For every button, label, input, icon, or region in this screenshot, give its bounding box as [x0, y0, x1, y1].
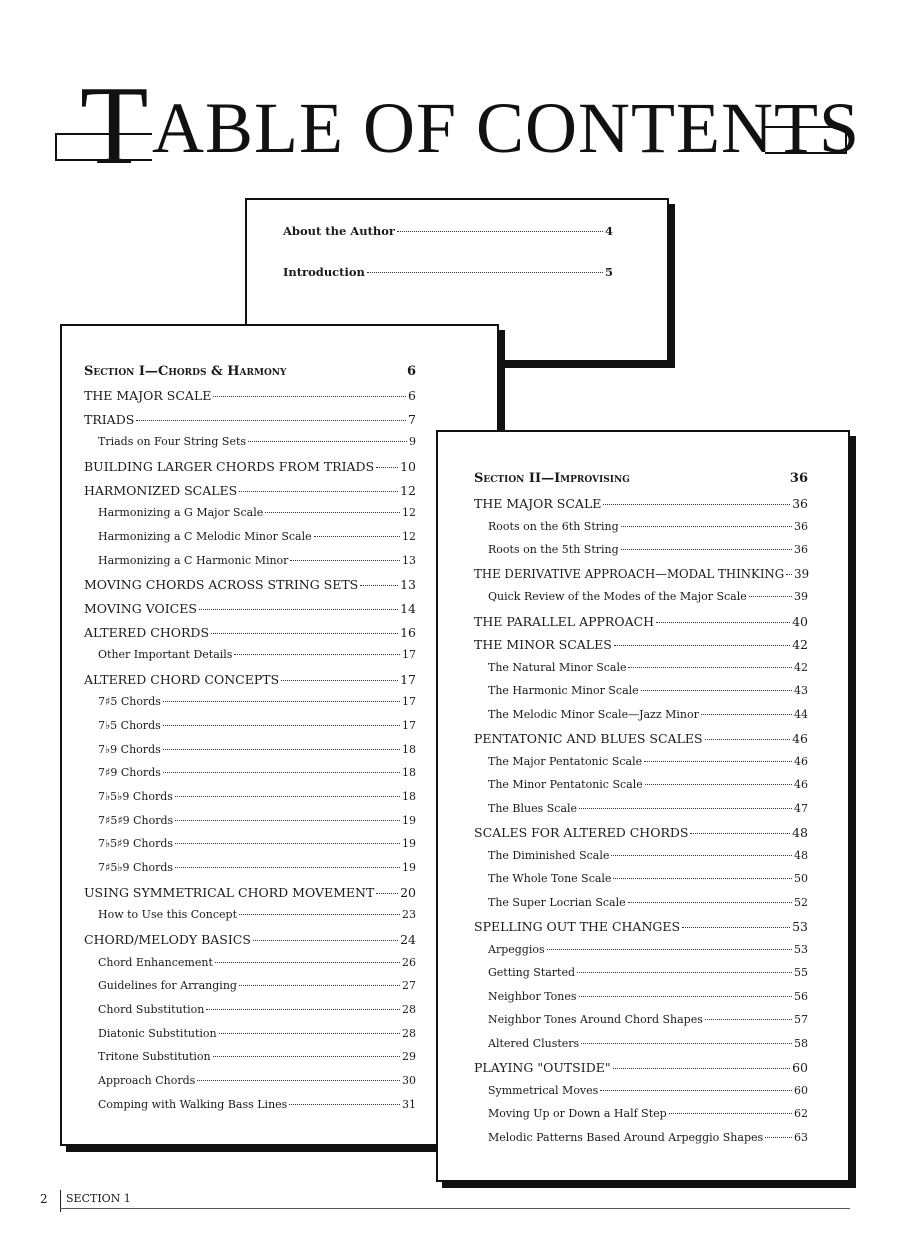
leader-dots [175, 867, 400, 868]
leader-dots [290, 560, 400, 561]
toc-page: 20 [400, 884, 416, 900]
toc-label: THE MAJOR SCALE [474, 496, 602, 511]
leader-dots [641, 690, 792, 691]
leader-dots [705, 739, 791, 740]
toc-page: 46 [794, 778, 808, 791]
toc-label: Harmonizing a C Melodic Minor Scale [98, 529, 312, 543]
toc-label: The Whole Tone Scale [488, 872, 612, 885]
leader-dots [645, 784, 792, 785]
toc-label: SCALES FOR ALTERED CHORDS [474, 825, 689, 840]
toc-label: ALTERED CHORDS [84, 624, 210, 640]
toc-label: 7♭5♭9 Chords [98, 790, 173, 804]
toc-label: TRIADS [84, 411, 135, 427]
toc-page: 42 [794, 660, 808, 674]
toc-page: 23 [402, 908, 416, 922]
leader-dots [579, 996, 792, 997]
leader-dots [239, 491, 398, 492]
toc-page: 60 [794, 1083, 808, 1097]
toc-label: The Blues Scale [488, 801, 578, 815]
toc-label: Harmonizing a G Major Scale [98, 506, 264, 520]
toc-label: BUILDING LARGER CHORDS FROM TRIADS [84, 458, 375, 474]
toc-label: The Minor Pentatonic Scale [488, 778, 643, 791]
leader-dots [603, 504, 790, 505]
toc-page: 60 [792, 1060, 808, 1075]
toc-entry[interactable] [98, 766, 416, 779]
toc-label: Other Important Details [98, 648, 233, 662]
leader-dots [577, 972, 792, 973]
leader-dots [163, 772, 400, 773]
leader-dots [211, 633, 398, 634]
toc-page: 17 [400, 671, 416, 687]
leader-dots [547, 949, 792, 950]
leader-dots [579, 808, 792, 809]
toc-label: Neighbor Tones Around Chord Shapes [488, 1013, 703, 1026]
toc-page: 13 [402, 553, 416, 567]
toc-label: Roots on the 5th String [488, 543, 619, 556]
toc-label: THE DERIVATIVE APPROACH—MODAL THINKING [474, 566, 785, 581]
toc-page: 53 [794, 942, 808, 956]
toc-page: 52 [794, 895, 808, 909]
toc-entry[interactable] [84, 932, 416, 947]
toc-entry[interactable] [488, 849, 808, 862]
toc-label: 7♯5♯9 Chords [98, 813, 174, 827]
section-heading-page: 6 [406, 364, 416, 379]
leader-dots [239, 985, 400, 986]
toc-label: MOVING CHORDS ACROSS STRING SETS [84, 577, 359, 593]
toc-page: 28 [402, 1026, 416, 1040]
toc-label: CHORD/MELODY BASICS [84, 931, 251, 947]
toc-page: 5 [604, 265, 613, 279]
toc-page: 42 [792, 637, 808, 652]
toc-page: 12 [400, 482, 416, 498]
toc-page: 43 [794, 684, 808, 697]
toc-entry[interactable] [488, 755, 808, 768]
leader-dots [175, 820, 400, 821]
toc-entry[interactable] [84, 483, 416, 498]
toc-label: THE MINOR SCALES [474, 637, 612, 652]
toc-entry[interactable] [474, 567, 808, 581]
toc-entry[interactable] [474, 637, 808, 652]
leader-dots [613, 1068, 791, 1069]
leader-dots [281, 680, 398, 681]
toc-label: 7♯5 Chords [98, 695, 161, 709]
toc-page: 7 [408, 411, 416, 427]
toc-entry[interactable] [488, 872, 808, 885]
section-2-box [436, 430, 850, 1182]
toc-entry[interactable] [98, 530, 416, 543]
leader-dots [611, 855, 792, 856]
toc-page: 40 [792, 613, 808, 629]
leader-dots [786, 574, 792, 575]
toc-entry[interactable] [98, 1050, 416, 1063]
toc-entry[interactable] [488, 684, 808, 697]
toc-page: 44 [794, 707, 808, 721]
footer-page-number: 2 [40, 1192, 48, 1206]
toc-entry[interactable] [98, 435, 416, 448]
section-heading-label: Section I—Chords & Harmony [84, 364, 287, 379]
toc-label: Guidelines for Arranging [98, 979, 237, 993]
toc-label: ALTERED CHORD CONCEPTS [84, 671, 280, 687]
toc-label: Diatonic Substitution [98, 1026, 217, 1040]
toc-entry[interactable] [98, 1003, 416, 1016]
leader-dots [682, 927, 790, 928]
leader-dots [669, 1113, 792, 1114]
toc-label: The Harmonic Minor Scale [488, 684, 639, 697]
toc-entry[interactable] [98, 956, 416, 969]
toc-label: The Major Pentatonic Scale [488, 754, 643, 768]
toc-entry[interactable] [98, 1074, 416, 1087]
leader-dots [705, 1019, 792, 1020]
toc-page: 63 [794, 1130, 808, 1144]
toc-label: 7♯9 Chords [98, 766, 161, 780]
toc-label: Harmonizing a C Harmonic Minor [98, 553, 289, 567]
toc-page: 17 [402, 719, 416, 733]
toc-entry[interactable] [98, 1027, 416, 1040]
leader-dots [175, 843, 400, 844]
toc-page: 36 [792, 496, 808, 511]
toc-label: Chord Substitution [98, 1002, 205, 1016]
toc-entry[interactable] [84, 412, 416, 427]
toc-page: 12 [402, 506, 416, 520]
leader-dots [397, 231, 603, 232]
leader-dots [213, 1056, 400, 1057]
section-1-heading[interactable] [84, 364, 416, 379]
toc-page: 18 [402, 790, 416, 804]
toc-page: 19 [402, 837, 416, 851]
leader-dots [581, 1043, 792, 1044]
leader-dots [613, 878, 792, 879]
leader-dots [219, 1033, 400, 1034]
toc-entry[interactable] [488, 802, 808, 815]
toc-entry[interactable] [488, 590, 808, 603]
toc-page: 53 [792, 919, 808, 934]
toc-label: The Diminished Scale [488, 848, 610, 862]
toc-label: Symmetrical Moves [488, 1083, 599, 1097]
leader-dots [248, 441, 407, 442]
toc-label: Comping with Walking Bass Lines [98, 1097, 288, 1111]
toc-entry-introduction[interactable] [283, 265, 613, 279]
toc-page: 29 [402, 1050, 416, 1064]
toc-entry[interactable] [98, 695, 416, 708]
toc-entry[interactable] [98, 1098, 416, 1111]
leader-dots [360, 585, 398, 586]
toc-page: 19 [402, 861, 416, 874]
toc-label: The Melodic Minor Scale—Jazz Minor [488, 707, 699, 721]
toc-label: The Natural Minor Scale [488, 660, 627, 674]
leader-dots [253, 940, 398, 941]
section-heading-label: Section II—Improvising [474, 471, 630, 486]
toc-label: 7♭9 Chords [98, 742, 161, 756]
toc-label: Triads on Four String Sets [98, 435, 247, 449]
leader-dots [206, 1009, 400, 1010]
toc-entry[interactable] [474, 919, 808, 934]
leader-dots [213, 396, 406, 397]
toc-entry-about-author[interactable] [283, 224, 613, 238]
toc-page: 48 [792, 825, 808, 840]
toc-label: USING SYMMETRICAL CHORD MOVEMENT [84, 884, 375, 900]
toc-entry[interactable] [98, 837, 416, 850]
toc-page: 36 [794, 519, 808, 533]
leader-dots [314, 536, 400, 537]
leader-dots [749, 596, 792, 597]
toc-page: 17 [402, 648, 416, 662]
toc-page: 26 [402, 955, 416, 969]
toc-entry[interactable] [98, 506, 416, 519]
leader-dots [199, 609, 398, 610]
footer-section-label: SECTION 1 [66, 1192, 131, 1205]
toc-page: 46 [792, 731, 808, 746]
page-footer [36, 1190, 846, 1214]
leader-dots [644, 761, 792, 762]
toc-entry[interactable] [98, 861, 416, 874]
toc-label: Chord Enhancement [98, 955, 213, 969]
leader-dots [197, 1080, 400, 1081]
toc-page: 62 [794, 1107, 808, 1120]
toc-entry[interactable] [98, 743, 416, 756]
toc-page: 50 [794, 872, 808, 885]
toc-entry[interactable] [98, 814, 416, 827]
toc-page: 14 [400, 600, 416, 616]
leader-dots [701, 714, 792, 715]
toc-label: SPELLING OUT THE CHANGES [474, 919, 681, 934]
toc-page: 6 [408, 388, 416, 403]
toc-label: About the Author [283, 224, 395, 238]
toc-entry[interactable] [488, 1084, 808, 1097]
toc-page: 28 [402, 1002, 416, 1016]
leader-dots [614, 645, 790, 646]
toc-page: 18 [402, 742, 416, 756]
toc-entry[interactable] [488, 661, 808, 674]
toc-entry[interactable] [474, 825, 808, 840]
toc-page: 57 [794, 1013, 808, 1026]
leader-dots [265, 512, 400, 513]
toc-page: 13 [400, 577, 416, 593]
toc-page: 30 [402, 1073, 416, 1087]
leader-dots [163, 701, 400, 702]
toc-entry[interactable] [98, 719, 416, 732]
toc-entry[interactable] [84, 672, 416, 687]
toc-entry[interactable] [98, 554, 416, 567]
toc-entry[interactable] [84, 625, 416, 640]
toc-page: 10 [400, 458, 416, 474]
toc-entry[interactable] [488, 896, 808, 909]
page-title [0, 0, 900, 190]
toc-entry[interactable] [488, 543, 808, 556]
toc-entry[interactable] [488, 966, 808, 979]
toc-label: Introduction [283, 265, 365, 279]
toc-label: Approach Chords [98, 1073, 196, 1087]
leader-dots [234, 654, 400, 655]
section-heading-page: 36 [789, 471, 808, 486]
leader-dots [690, 833, 790, 834]
toc-label: 7♭5♯9 Chords [98, 837, 174, 851]
toc-label: THE PARALLEL APPROACH [474, 613, 655, 629]
leader-dots [215, 962, 400, 963]
leader-dots [289, 1104, 400, 1105]
leader-dots [376, 467, 398, 468]
toc-entry[interactable] [98, 790, 416, 803]
toc-page: 47 [794, 801, 808, 815]
toc-page: 46 [794, 754, 808, 768]
leader-dots [163, 725, 400, 726]
toc-entry[interactable] [98, 648, 416, 661]
toc-entry[interactable] [488, 943, 808, 956]
toc-label: Moving Up or Down a Half Step [488, 1107, 667, 1120]
toc-label: Arpeggios [488, 942, 545, 956]
toc-label: The Super Locrian Scale [488, 895, 626, 909]
toc-page: 31 [402, 1097, 416, 1111]
toc-label: PLAYING "OUTSIDE" [474, 1060, 611, 1075]
toc-entry[interactable] [84, 577, 416, 592]
toc-entry[interactable] [488, 520, 808, 533]
toc-page: 17 [402, 695, 416, 709]
toc-page: 12 [402, 529, 416, 543]
toc-label: Neighbor Tones [488, 989, 577, 1003]
toc-label: How to Use this Concept [98, 908, 238, 922]
toc-entry[interactable] [488, 778, 808, 791]
toc-page: 56 [794, 989, 808, 1003]
toc-label: Roots on the 6th String [488, 519, 619, 533]
leader-dots [656, 622, 790, 623]
toc-label: Altered Clusters [488, 1036, 580, 1050]
toc-label: HARMONIZED SCALES [84, 482, 238, 498]
toc-page: 39 [794, 566, 810, 581]
leader-dots [163, 749, 400, 750]
leader-dots [136, 420, 406, 421]
toc-page: 19 [402, 813, 416, 827]
leader-dots [628, 667, 792, 668]
leader-dots [239, 914, 400, 915]
toc-label: Melodic Patterns Based Around Arpeggio Shapes [488, 1130, 764, 1144]
leader-dots [765, 1137, 792, 1138]
toc-page: 16 [400, 624, 416, 640]
title-initial: T [80, 64, 149, 188]
toc-label: MOVING VOICES [84, 600, 197, 616]
toc-page: 9 [409, 435, 416, 449]
toc-entry[interactable] [488, 990, 808, 1003]
toc-entry[interactable] [84, 459, 416, 474]
leader-dots [600, 1090, 792, 1091]
toc-page: 18 [402, 766, 416, 780]
toc-entry[interactable] [84, 601, 416, 616]
toc-page: 58 [794, 1036, 808, 1050]
toc-page: 36 [794, 543, 808, 556]
toc-label: Getting Started [488, 966, 576, 979]
leader-dots [621, 526, 792, 527]
toc-label: Quick Review of the Modes of the Major Scale [488, 590, 747, 603]
section-2-heading[interactable] [474, 471, 808, 486]
toc-page: 4 [604, 224, 613, 238]
leader-dots [367, 272, 603, 273]
toc-page: 39 [794, 590, 808, 603]
toc-entry[interactable] [98, 908, 416, 921]
toc-page: 48 [794, 848, 808, 862]
title-text: ABLE OF CONTENTS [152, 88, 861, 168]
toc-entry[interactable] [474, 614, 808, 629]
toc-label: 7♭5 Chords [98, 719, 161, 733]
toc-label: 7♯5♭9 Chords [98, 861, 174, 874]
toc-page: 27 [402, 979, 416, 993]
leader-dots [628, 902, 792, 903]
toc-page: 55 [794, 966, 808, 979]
toc-label: Tritone Substitution [98, 1050, 211, 1064]
toc-entry[interactable] [488, 1131, 808, 1144]
toc-entry[interactable] [488, 708, 808, 721]
section-1-box [60, 324, 499, 1146]
footer-rule [60, 1208, 850, 1209]
toc-entry[interactable] [474, 496, 808, 511]
leader-dots [621, 549, 792, 550]
toc-label: PENTATONIC AND BLUES SCALES [474, 731, 703, 746]
toc-entry[interactable] [84, 388, 416, 403]
toc-entry[interactable] [488, 1037, 808, 1050]
toc-entry[interactable] [474, 1060, 808, 1075]
toc-entry[interactable] [474, 731, 808, 746]
toc-entry[interactable] [488, 1107, 808, 1120]
toc-label: THE MAJOR SCALE [84, 388, 212, 403]
leader-dots [175, 796, 400, 797]
toc-entry[interactable] [84, 885, 416, 900]
leader-dots [376, 893, 398, 894]
toc-entry[interactable] [98, 979, 416, 992]
toc-entry[interactable] [488, 1013, 808, 1026]
toc-page: 24 [400, 931, 416, 947]
